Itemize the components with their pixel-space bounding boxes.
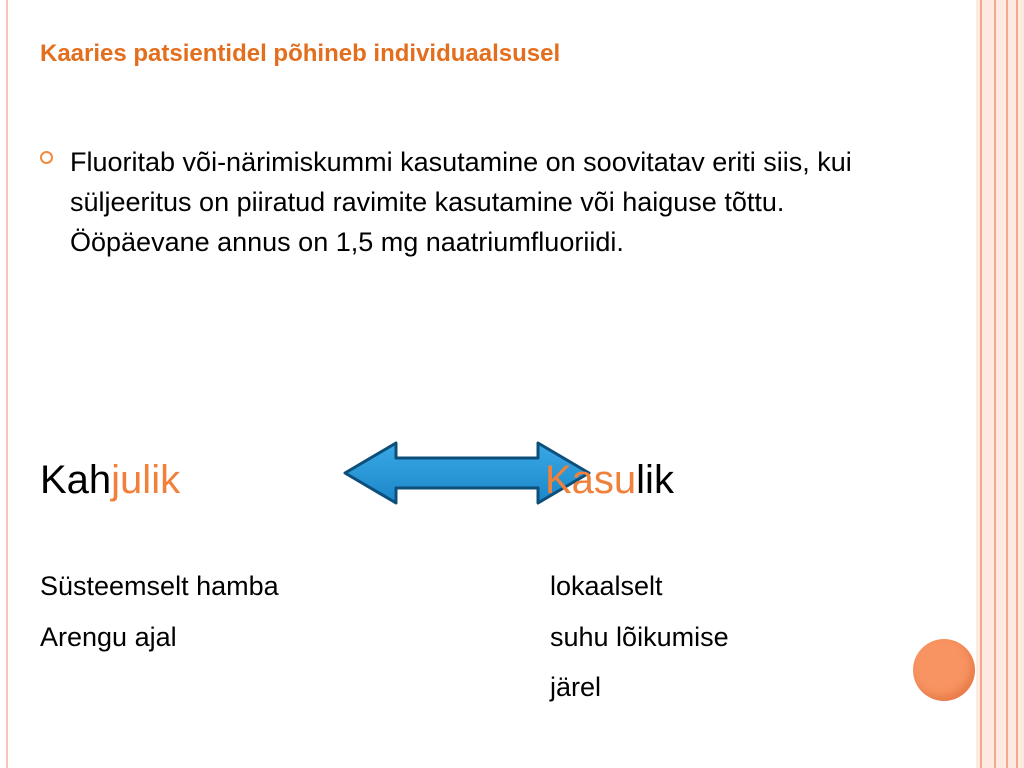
harmful-heading [40,456,180,504]
beneficial-heading [545,456,674,504]
right-line: lokaalselt [550,571,663,601]
left-border-line [6,0,8,768]
left-line: Arengu ajal [40,622,177,652]
left-line: Süsteemselt hamba [40,571,279,601]
beneficial-heading-suffix: lik [636,458,674,502]
right-line: järel [550,672,602,702]
beneficial-heading-prefix: Kasu [545,458,637,502]
band-line [980,0,982,768]
band-line [1016,0,1018,768]
bullet-item [40,142,900,262]
right-decorative-band [976,0,1024,768]
band-line [1006,0,1008,768]
bullet-text: Fluoritab või-närimiskummi kasutamine on soovitatav eriti siis, kui süljeeritus on piiratud ravimite kasutamine või haiguse tõttu. Ööpäevane annus on 1,5 mg naatriumfluoriidi. [70,147,852,257]
hollow-circle-bullet-icon [40,151,53,164]
harmful-heading-prefix: Kah [40,458,112,502]
band-line [994,0,996,768]
decorative-orb [913,639,975,701]
slide-title: Kaaries patsientidel põhineb individuaalsusel [40,40,561,67]
harmful-heading-suffix: julik [111,458,181,502]
right-line: suhu lõikumise [550,622,729,652]
